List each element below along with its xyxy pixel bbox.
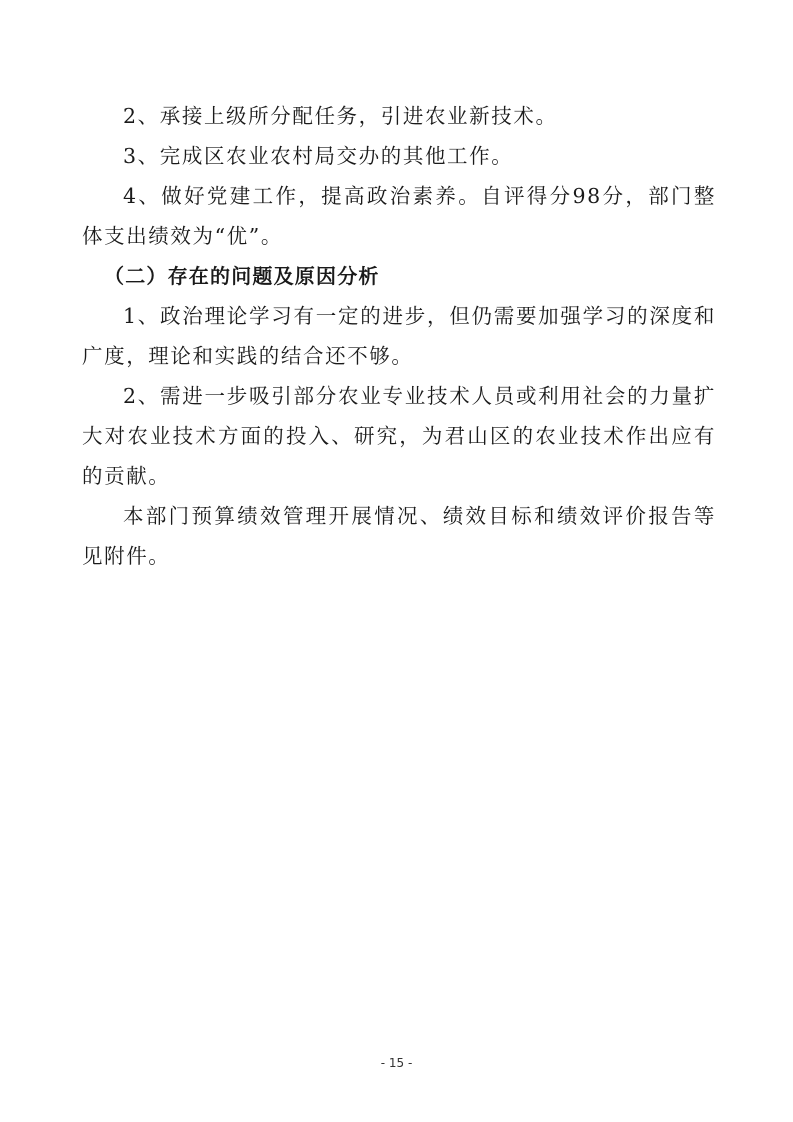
paragraph-closing: 本部门预算绩效管理开展情况、绩效目标和绩效评价报告等见附件。	[82, 504, 716, 568]
paragraph-issue-2: 2、需进一步吸引部分农业专业技术人员或利用社会的力量扩大对农业技术方面的投入、研究，为君山区的农业技术作出应有的贡献。	[82, 384, 716, 488]
paragraph-issue-1: 1、政治理论学习有一定的进步，但仍需要加强学习的深度和广度，理论和实践的结合还不够。	[82, 304, 716, 368]
page-body	[82, 96, 716, 576]
paragraph-task-3: 3、完成区农业农村局交办的其他工作。	[123, 144, 514, 168]
paragraph-task-4: 4、做好党建工作，提高政治素养。自评得分98分，部门整体支出绩效为“优”。	[82, 184, 716, 248]
paragraph-task-2: 2、承接上级所分配任务，引进农业新技术。	[123, 104, 558, 128]
page-number: - 15 -	[380, 1056, 413, 1070]
section-heading: （二）存在的问题及原因分析	[104, 264, 380, 288]
